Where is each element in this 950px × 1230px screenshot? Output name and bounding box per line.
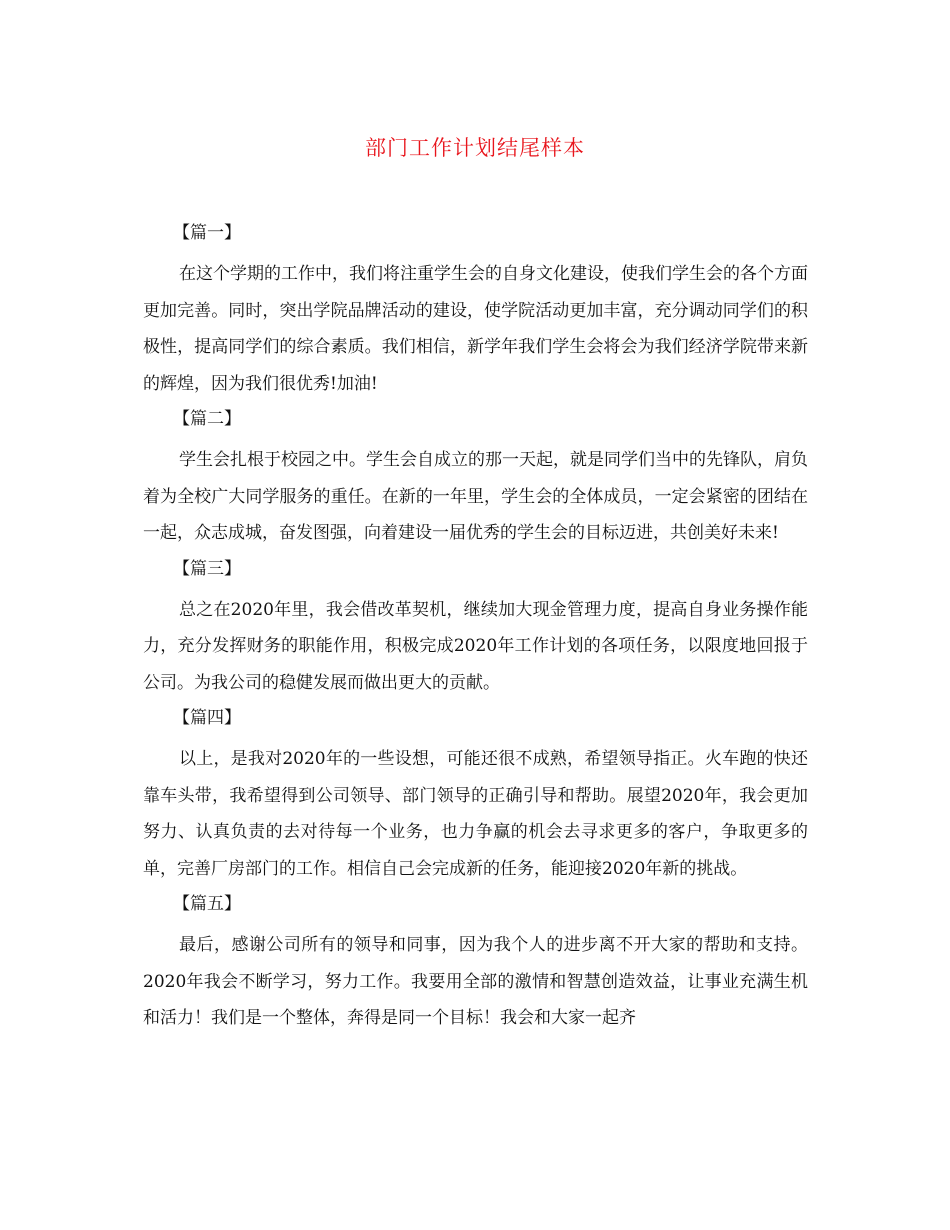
document-title: 部门工作计划结尾样本 — [365, 136, 585, 160]
section-heading: 【篇二】 — [173, 409, 241, 429]
section-paragraph: 在这个学期的工作中，我们将注重学生会的自身文化建设，使我们学生会的各个方面更加完善。同时，突出学院品牌活动的建设，使学院活动更加丰富，充分调动同学们的积极性，提高同学们的综合素质。我们相信，新学年我们学生会将会为我们经济学院带来新的辉煌，因为我们很优秀!加油! — [143, 264, 808, 394]
section-2 — [143, 404, 808, 552]
section-paragraph: 学生会扎根于校园之中。学生会自成立的那一天起，就是同学们当中的先锋队，肩负着为全校广大同学服务的重任。在新的一年里，学生会的全体成员，一定会紧密的团结在一起，众志成城，奋发图强，向着建设一届优秀的学生会的目标迈进，共创美好未来! — [143, 450, 808, 543]
section-4 — [143, 703, 808, 887]
section-1 — [143, 218, 808, 402]
section-heading: 【篇四】 — [173, 708, 241, 728]
section-5 — [143, 889, 808, 1037]
section-heading: 【篇一】 — [173, 223, 241, 243]
section-paragraph: 最后，感谢公司所有的领导和同事，因为我个人的进步离不开大家的帮助和支持。2020年我会不断学习，努力工作。我要用全部的激情和智慧创造效益，让事业充满生机和活力！我们是一个整体，奔得是同一个目标！我会和大家一起齐 — [143, 935, 808, 1028]
section-heading: 【篇三】 — [173, 558, 241, 579]
section-paragraph: 以上，是我对2020年的一些设想，可能还很不成熟，希望领导指正。火车跑的快还靠车头带，我希望得到公司领导、部门领导的正确引导和帮助。展望2020年，我会更加努力、认真负责的去对待每一个业务，也力争赢的机会去寻求更多的客户，争取更多的单，完善厂房部门的工作。相信自己会完成新的任务，能迎接2020年新的挑战。 — [143, 749, 808, 879]
section-heading: 【篇五】 — [173, 894, 241, 914]
section-paragraph: 总之在2020年里，我会借改革契机，继续加大现金管理力度，提高自身业务操作能力，充分发挥财务的职能作用，积极完成2020年工作计划的各项任务，以限度地回报于公司。为我公司的稳健发展而做出更大的贡献。 — [143, 599, 808, 693]
section-3 — [143, 554, 808, 702]
document-body — [143, 218, 808, 1039]
